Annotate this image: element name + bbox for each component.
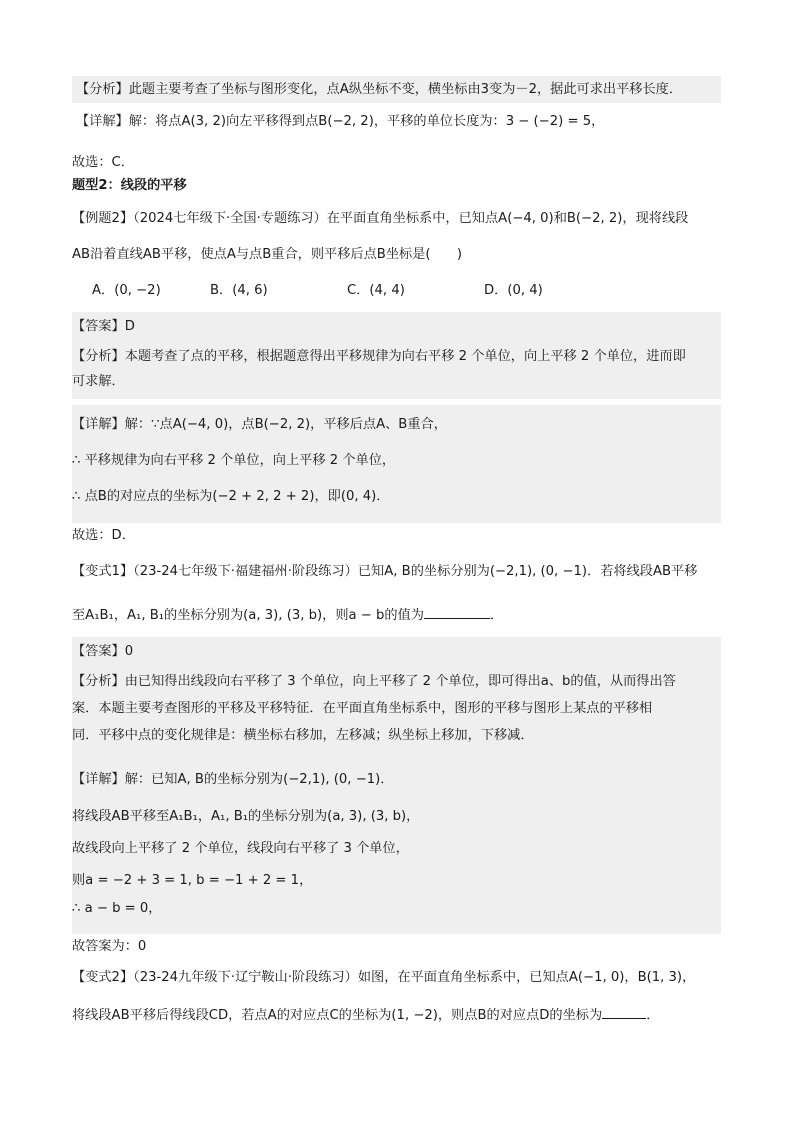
variant1-analysis-line1: 【分析】由已知得出线段向右平移了 3 个单位，向上平移了 2 个单位，即可得出a、b的值，从而得出答	[72, 674, 676, 689]
variant2-stem-line2-text: 将线段AB平移后得线段CD，若点A的对应点C的坐标为(1, −2)，则点B的对应点D的坐标为	[72, 1008, 603, 1023]
analysis-text: 【分析】此题主要考查了坐标与图形变化，点A纵坐标不变，横坐标由3变为－2，据此可求出平移长度．	[72, 76, 721, 103]
variant1-stem-line1: 【变式1】（23-24七年级下·福建福州·阶段练习）已知A, B的坐标分别为(−2,1), (0, −1)．若将线段AB平移	[72, 564, 698, 579]
option-c: C．(4, 4)	[347, 283, 405, 298]
detail-line2: ∴ 平移规律为向右平移 2 个单位，向上平移 2 个单位，	[72, 453, 396, 468]
detail-line3: ∴ 点B的对应点的坐标为(−2 + 2, 2 + 2)，即(0, 4)．	[72, 489, 390, 504]
analysis-line2: 可求解．	[72, 374, 125, 389]
analysis-block	[72, 341, 721, 399]
detail-block	[72, 405, 721, 523]
variant2-stem-line2-end: ．	[646, 1008, 660, 1023]
variant1-detail-line5: ∴ a − b = 0，	[72, 901, 162, 916]
variant2-stem-line1: 【变式2】（23-24九年级下·辽宁鞍山·阶段练习）如图，在平面直角坐标系中，已知点A(−1, 0)，B(1, 3)，	[72, 970, 696, 985]
answer-blank[interactable]	[424, 604, 490, 619]
variant1-stem-line2	[72, 604, 721, 626]
analysis-line1: 【分析】本题考查了点的平移，根据题意得出平移规律为向右平移 2 个单位，向上平移 2 个单位，进而即	[72, 349, 686, 364]
variant1-analysis-block	[72, 666, 721, 762]
option-a: A．(0, −2)	[92, 283, 161, 298]
variant1-analysis-line3: 同．平移中点的变化规律是：横坐标右移加，左移减；纵坐标上移加，下移减．	[72, 728, 534, 743]
choice-text: 故选：C．	[72, 155, 134, 170]
variant1-conclusion: 故答案为：0	[72, 939, 147, 954]
variant1-detail-block	[72, 762, 721, 934]
detail-line1: 【详解】解：∵点A(−4, 0)，点B(−2, 2)，平移后点A、B重合，	[72, 417, 447, 432]
variant1-detail-line3: 故线段向上平移了 2 个单位，线段向右平移了 3 个单位，	[72, 841, 409, 856]
variant1-detail-line2: 将线段AB平移至A₁B₁，A₁, B₁的坐标分别为(a, 3), (3, b)，	[72, 809, 420, 824]
variant1-answer: 【答案】0	[72, 637, 721, 666]
variant1-stem-line2-text: 至A₁B₁，A₁, B₁的坐标分别为(a, 3), (3, b)，则a − b的值为	[72, 608, 424, 623]
answer-text: 【答案】D	[72, 312, 721, 341]
variant1-detail-line4: 则a = −2 + 3 = 1, b = −1 + 2 = 1，	[72, 873, 313, 888]
example2-stem-line1: 【例题2】（2024七年级下·全国·专题练习）在平面直角坐标系中，已知点A(−4, 0)和B(−2, 2)，现将线段	[72, 211, 689, 226]
option-d: D．(0, 4)	[484, 283, 543, 298]
variant1-stem-line2-end: ．	[489, 608, 504, 623]
variant2-stem-line2	[72, 1004, 721, 1026]
variant1-detail-line1: 【详解】解：已知A, B的坐标分别为(−2,1), (0, −1)．	[72, 772, 394, 787]
variant1-analysis-line2: 案．本题主要考查图形的平移及平移特征．在平面直角坐标系中，图形的平移与图形上某点的平移相	[72, 701, 653, 716]
choice-text-2: 故选：D．	[72, 528, 135, 543]
option-b: B．(4, 6)	[210, 283, 268, 298]
answer-blank-2[interactable]	[602, 1004, 646, 1019]
section-title: 题型2：线段的平移	[72, 178, 187, 193]
detail-text: 【详解】解：将点A(3, 2)向左平移得到点B(−2, 2)，平移的单位长度为：3 − (−2) = 5，	[76, 114, 605, 129]
example2-stem-line2: AB沿着直线AB平移，使点A与点B重合，则平移后点B坐标是( )	[72, 247, 463, 262]
